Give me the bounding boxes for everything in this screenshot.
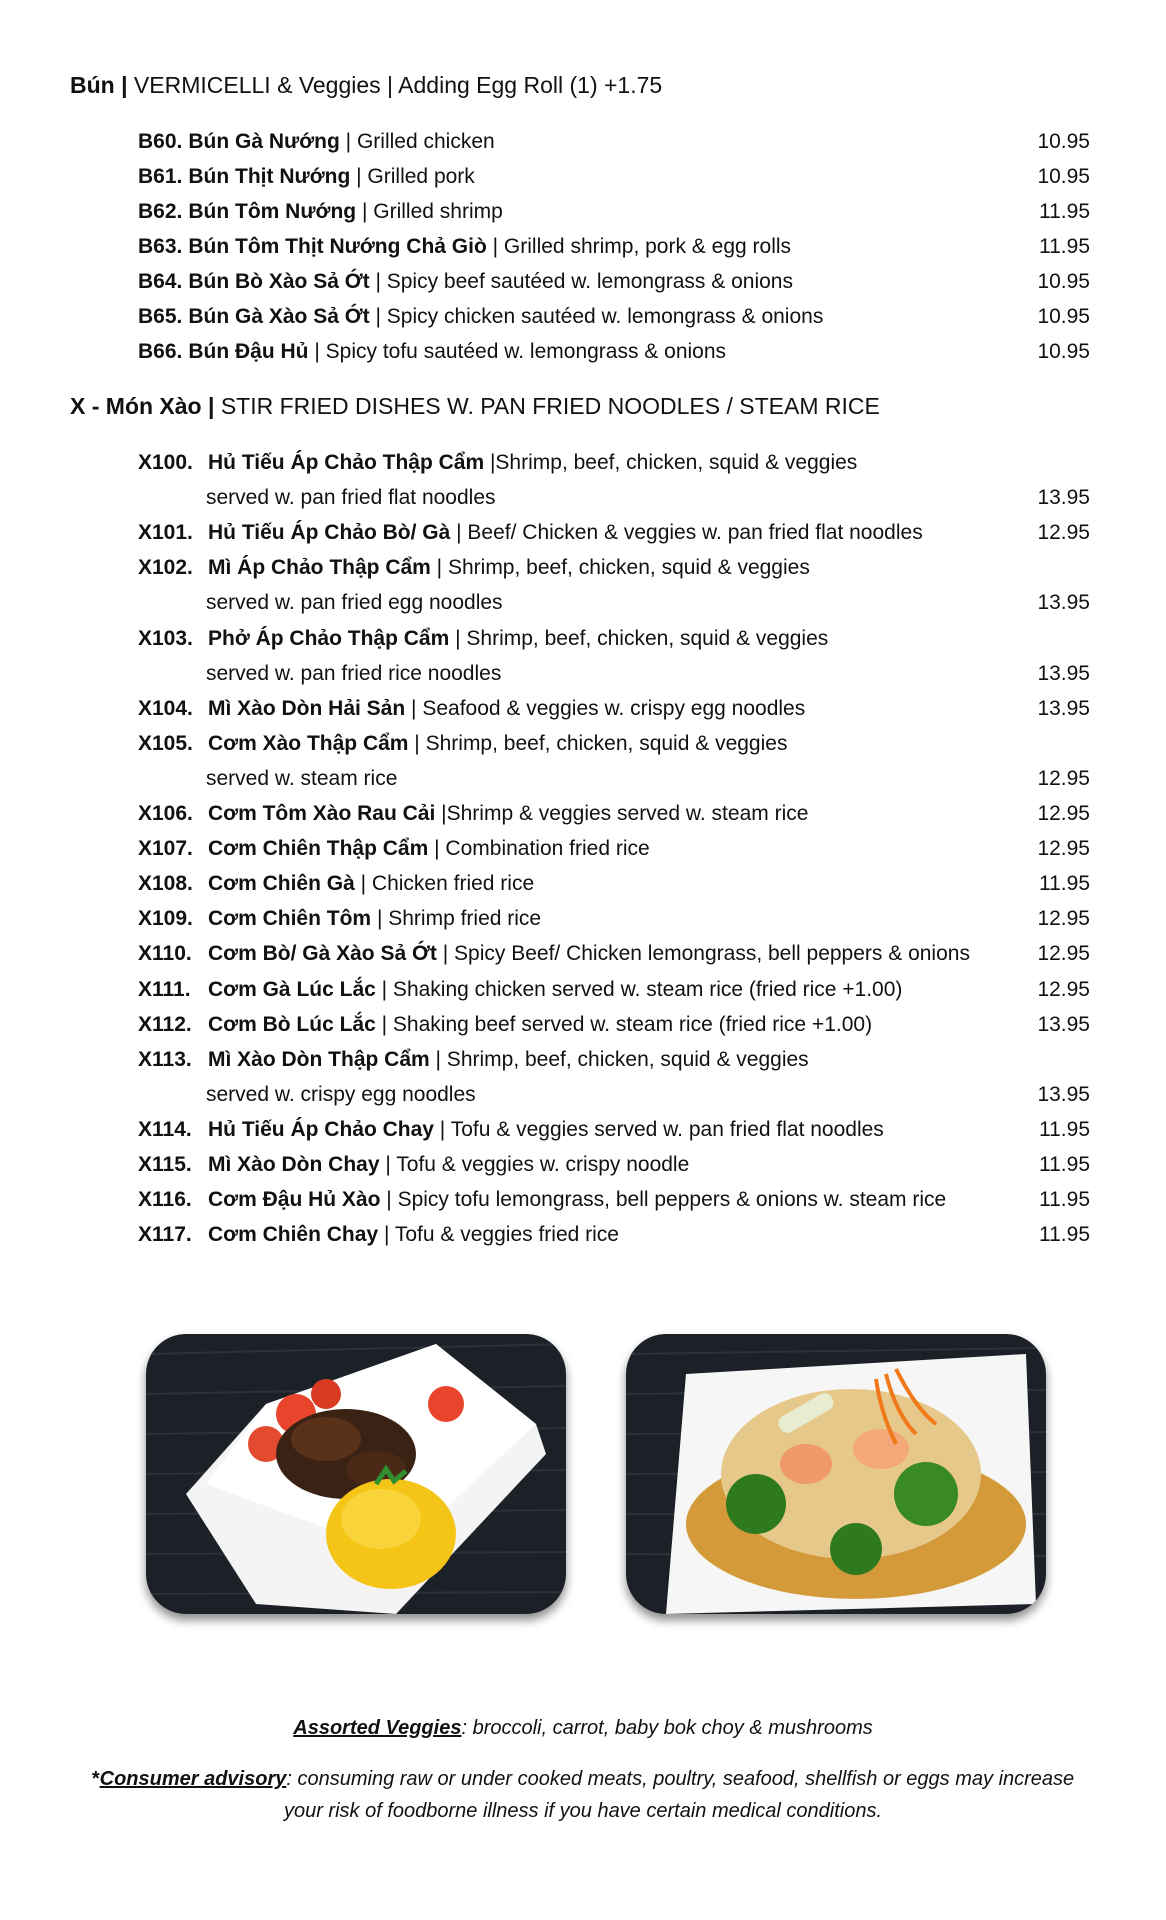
menu-item-x107 xyxy=(138,834,1090,864)
menu-item-x109 xyxy=(138,904,1090,934)
item-description: served w. pan fried egg noodles xyxy=(206,591,503,615)
item-code: B65. xyxy=(138,305,183,328)
item-name: Cơm Bò/ Gà Xào Sả Ớt xyxy=(208,942,437,966)
photo-shaking-beef xyxy=(146,1334,566,1614)
menu-item-x101 xyxy=(138,518,1090,548)
menu-item-x112 xyxy=(138,1010,1090,1040)
item-price: 12.95 xyxy=(1037,942,1090,966)
item-price: 11.95 xyxy=(1039,1153,1090,1176)
item-price: 10.95 xyxy=(1037,340,1090,363)
item-price: 13.95 xyxy=(1037,1082,1090,1106)
item-name: Bún Đậu Hủ xyxy=(188,340,309,363)
menu-item-continuation xyxy=(138,659,1090,689)
item-price: 10.95 xyxy=(1037,305,1090,328)
item-description: | Grilled shrimp xyxy=(356,200,503,223)
item-price: 13.95 xyxy=(1037,591,1090,615)
item-description: | Grilled chicken xyxy=(339,130,495,153)
item-description: | Seafood & veggies w. crispy egg noodles xyxy=(405,696,806,720)
item-code: X107. xyxy=(138,837,193,861)
menu-item-x108 xyxy=(138,869,1090,899)
item-description: | Grilled shrimp, pork & egg rolls xyxy=(486,235,792,258)
item-description: | Spicy beef sautéed w. lemongrass & onions xyxy=(369,270,793,293)
item-price: 12.95 xyxy=(1037,837,1090,861)
menu-item-x110 xyxy=(138,939,1090,969)
item-description: | Grilled pork xyxy=(350,165,475,188)
item-name: Hủ Tiếu Áp Chảo Bò/ Gà xyxy=(208,521,451,545)
item-code: X110. xyxy=(138,942,192,966)
menu-item-continuation xyxy=(138,588,1090,618)
item-name: Cơm Gà Lúc Lắc xyxy=(208,977,376,1001)
section-title: X - Món Xào | xyxy=(70,393,215,419)
item-description: served w. pan fried flat noodles xyxy=(206,486,496,510)
item-price: 11.95 xyxy=(1039,1117,1090,1141)
item-name: Hủ Tiếu Áp Chảo Thập Cẩm xyxy=(208,451,485,474)
item-name: Hủ Tiếu Áp Chảo Chay xyxy=(208,1117,434,1141)
item-description: |Shrimp & veggies served w. steam rice xyxy=(435,802,809,825)
item-code: X108. xyxy=(138,872,193,896)
item-price: 11.95 xyxy=(1039,1223,1090,1247)
item-name: Mì Xào Dòn Chay xyxy=(208,1153,380,1176)
item-description: | Spicy Beef/ Chicken lemongrass, bell peppers & onions xyxy=(436,942,970,966)
item-price: 12.95 xyxy=(1037,907,1090,931)
item-description: | Spicy tofu sautéed w. lemongrass & onions xyxy=(308,340,727,363)
item-name: Bún Gà Xào Sả Ớt xyxy=(188,305,370,328)
section-header-xao xyxy=(70,391,880,421)
item-name: Cơm Chiên Tôm xyxy=(208,907,372,931)
item-price: 11.95 xyxy=(1039,235,1090,258)
item-name: Bún Tôm Thịt Nướng Chả Giò xyxy=(188,235,487,258)
item-name: Mì Xào Dòn Hải Sản xyxy=(208,696,406,720)
menu-item-b61 xyxy=(138,162,1090,192)
advisory-star: * xyxy=(91,1768,100,1790)
item-code: B62. xyxy=(138,200,183,223)
advisory-label: Consumer advisory xyxy=(99,1768,287,1790)
item-description: | Tofu & veggies served w. pan fried flat noodles xyxy=(433,1117,884,1141)
item-name: Cơm Đậu Hủ Xào xyxy=(208,1188,381,1212)
item-price: 11.95 xyxy=(1039,200,1090,223)
menu-item-x114 xyxy=(138,1115,1090,1145)
menu-item-x100 xyxy=(138,448,1090,478)
item-description: | Beef/ Chicken & veggies w. pan fried flat noodles xyxy=(450,521,923,545)
item-name: Cơm Chiên Thập Cẩm xyxy=(208,837,429,861)
item-code: X111. xyxy=(138,977,191,1001)
item-code: X112. xyxy=(138,1012,192,1036)
item-code: X105. xyxy=(138,731,193,755)
item-name: Bún Tôm Nướng xyxy=(188,200,357,223)
item-description: served w. pan fried rice noodles xyxy=(206,661,502,685)
menu-item-b64 xyxy=(138,267,1090,297)
item-code: B66. xyxy=(138,340,183,363)
menu-item-x117 xyxy=(138,1220,1090,1250)
item-price: 12.95 xyxy=(1037,521,1090,545)
section-header-bun xyxy=(70,70,662,100)
item-description: | Shrimp, beef, chicken, squid & veggies xyxy=(449,626,829,650)
menu-item-b62 xyxy=(138,197,1090,227)
item-name: Mì Áp Chảo Thập Cẩm xyxy=(208,556,431,580)
item-description: | Chicken fried rice xyxy=(354,872,535,896)
item-description: | Shrimp, beef, chicken, squid & veggies xyxy=(408,731,788,755)
item-price: 13.95 xyxy=(1037,1012,1090,1036)
item-description: served w. steam rice xyxy=(206,766,398,790)
item-description: | Shaking chicken served w. steam rice (fried rice +1.00) xyxy=(375,977,903,1001)
item-description: | Shrimp, beef, chicken, squid & veggies xyxy=(429,1047,809,1071)
menu-item-x102 xyxy=(138,553,1090,583)
item-price: 12.95 xyxy=(1037,802,1090,825)
item-description: |Shrimp, beef, chicken, squid & veggies xyxy=(484,451,858,474)
veggies-note xyxy=(0,1712,1166,1744)
item-code: X104. xyxy=(138,696,193,720)
item-name: Cơm Tôm Xào Rau Cải xyxy=(208,802,436,825)
item-description: | Shrimp, beef, chicken, squid & veggies xyxy=(430,556,810,580)
menu-item-b66 xyxy=(138,337,1090,367)
item-code: B61. xyxy=(138,165,183,188)
item-code: X116. xyxy=(138,1188,192,1212)
item-price: 11.95 xyxy=(1039,872,1090,896)
advisory-text: : consuming raw or under cooked meats, poultry, seafood, shellfish or eggs may increase xyxy=(286,1768,1075,1790)
item-price: 11.95 xyxy=(1039,1188,1090,1212)
item-description: | Shaking beef served w. steam rice (fried rice +1.00) xyxy=(375,1012,873,1036)
menu-item-x103 xyxy=(138,624,1090,654)
item-name: Cơm Chiên Chay xyxy=(208,1223,379,1247)
item-price: 13.95 xyxy=(1037,661,1090,685)
item-price: 13.95 xyxy=(1037,486,1090,510)
menu-item-b60 xyxy=(138,127,1090,157)
item-name: Cơm Xào Thập Cẩm xyxy=(208,731,409,755)
item-name: Cơm Bò Lúc Lắc xyxy=(208,1012,376,1036)
menu-item-x115 xyxy=(138,1150,1090,1180)
item-code: X102. xyxy=(138,556,193,580)
item-price: 12.95 xyxy=(1037,977,1090,1001)
item-description: | Tofu & veggies w. crispy noodle xyxy=(379,1153,690,1176)
item-code: X109. xyxy=(138,907,193,931)
section-subtitle: STIR FRIED DISHES W. PAN FRIED NOODLES / STEAM RICE xyxy=(214,393,880,419)
menu-item-continuation xyxy=(138,483,1090,513)
item-description: | Shrimp fried rice xyxy=(371,907,542,931)
item-name: Mì Xào Dòn Thập Cẩm xyxy=(208,1047,430,1071)
item-code: B64. xyxy=(138,270,183,293)
item-price: 13.95 xyxy=(1037,696,1090,720)
item-description: served w. crispy egg noodles xyxy=(206,1082,476,1106)
menu-item-continuation xyxy=(138,1080,1090,1110)
consumer-advisory-line2 xyxy=(0,1795,1166,1827)
item-description: | Spicy chicken sautéed w. lemongrass & onions xyxy=(369,305,824,328)
item-code: X115. xyxy=(138,1153,192,1176)
menu-item-x105 xyxy=(138,729,1090,759)
veggies-text: : broccoli, carrot, baby bok choy & mushrooms xyxy=(461,1717,873,1739)
menu-item-x104 xyxy=(138,694,1090,724)
photo-crispy-noodles xyxy=(626,1334,1046,1614)
item-code: B63. xyxy=(138,235,183,258)
consumer-advisory xyxy=(0,1763,1166,1795)
menu-item-b63 xyxy=(138,232,1090,262)
menu-item-x113 xyxy=(138,1045,1090,1075)
menu-item-b65 xyxy=(138,302,1090,332)
item-price: 10.95 xyxy=(1037,165,1090,188)
item-code: X117. xyxy=(138,1223,192,1247)
item-code: X113. xyxy=(138,1047,192,1071)
item-price: 12.95 xyxy=(1037,766,1090,790)
item-code: B60. xyxy=(138,130,183,153)
item-price: 10.95 xyxy=(1037,130,1090,153)
advisory-text: your risk of foodborne illness if you have certain medical conditions. xyxy=(283,1800,883,1822)
item-price: 10.95 xyxy=(1037,270,1090,293)
item-description: | Combination fried rice xyxy=(428,837,650,861)
item-code: X106. xyxy=(138,802,193,825)
menu-item-continuation xyxy=(138,764,1090,794)
item-name: Bún Thịt Nướng xyxy=(188,165,351,188)
item-description: | Spicy tofu lemongrass, bell peppers & onions w. steam rice xyxy=(380,1188,947,1212)
item-name: Bún Gà Nướng xyxy=(188,130,340,153)
item-name: Phở Áp Chảo Thập Cẩm xyxy=(208,626,450,650)
veggies-label: Assorted Veggies xyxy=(293,1717,462,1739)
section-title: Bún | xyxy=(70,72,128,98)
item-name: Bún Bò Xào Sả Ớt xyxy=(188,270,370,293)
item-code: X101. xyxy=(138,521,193,545)
item-code: X100. xyxy=(138,451,193,474)
section-subtitle: VERMICELLI & Veggies | Adding Egg Roll (1) +1.75 xyxy=(127,72,663,98)
menu-item-x106 xyxy=(138,799,1090,829)
item-description: | Tofu & veggies fried rice xyxy=(378,1223,619,1247)
item-name: Cơm Chiên Gà xyxy=(208,872,355,896)
item-code: X103. xyxy=(138,626,193,650)
item-code: X114. xyxy=(138,1117,192,1141)
menu-item-x111 xyxy=(138,975,1090,1005)
menu-item-x116 xyxy=(138,1185,1090,1215)
